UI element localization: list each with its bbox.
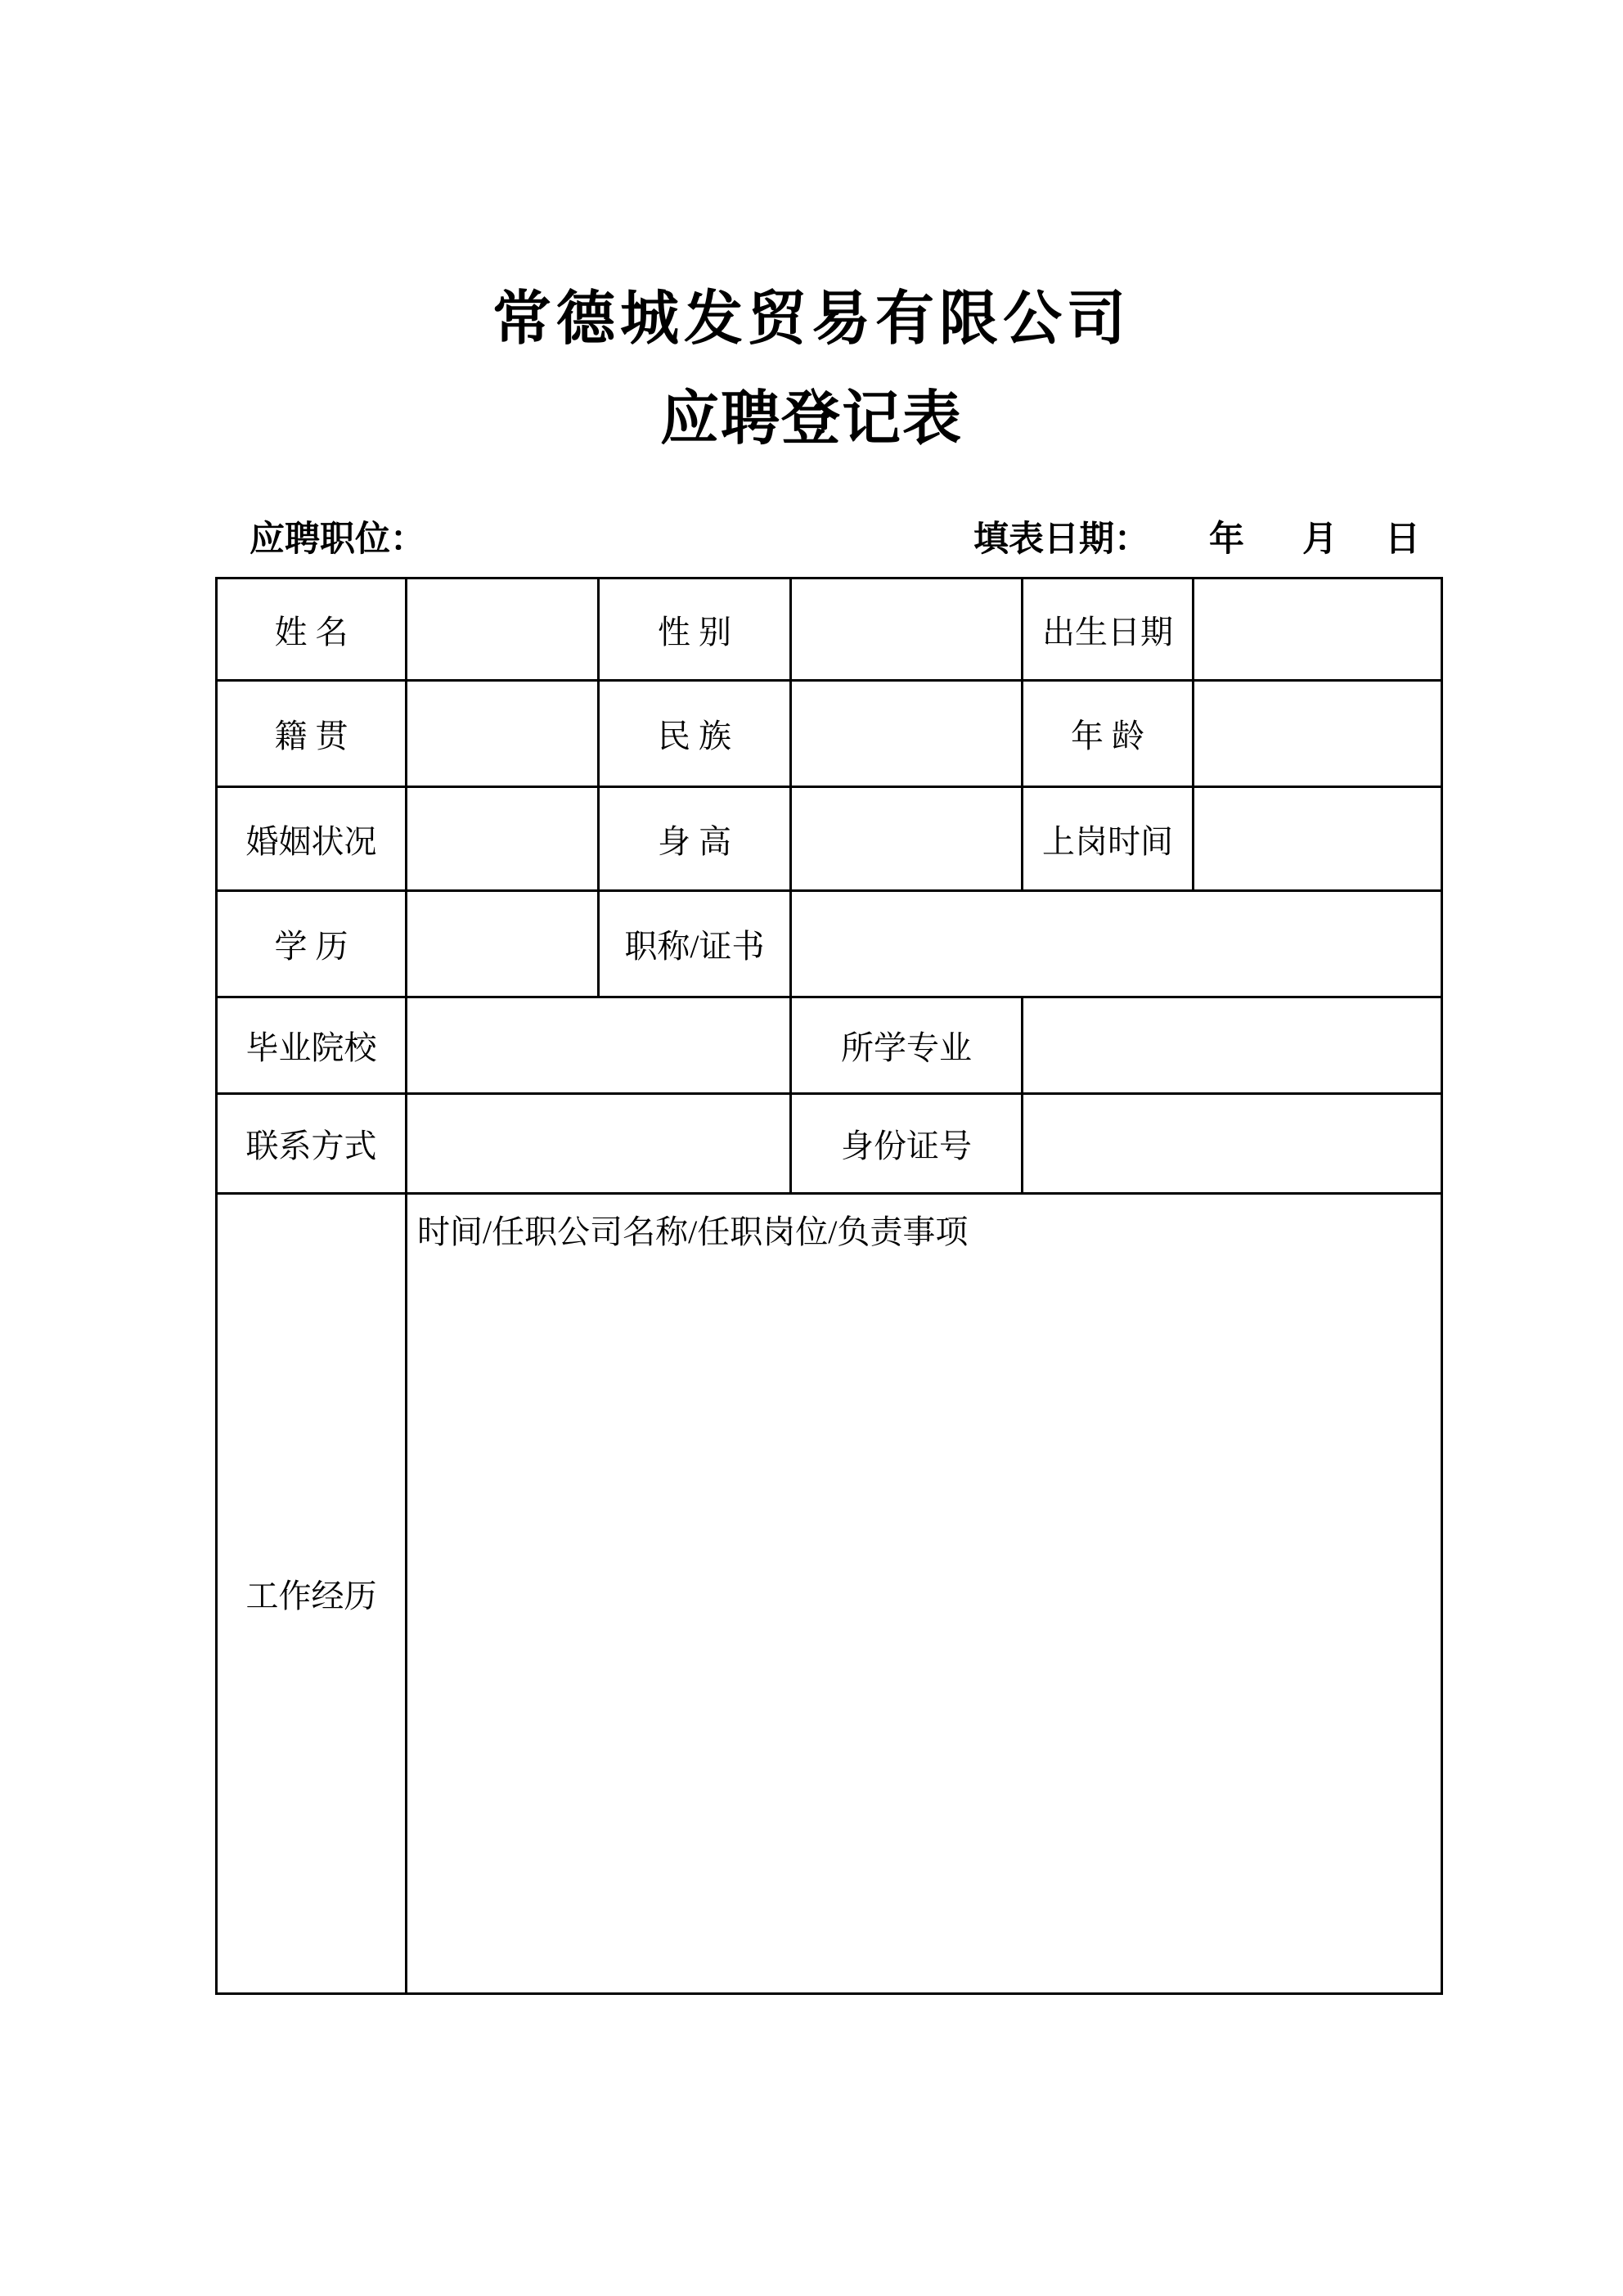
height-label: 身 高 (599, 787, 791, 891)
native-place-input-cell[interactable] (407, 681, 599, 787)
table-row (217, 579, 1442, 681)
company-title: 常德城发贸易有限公司 (492, 286, 1131, 352)
year-fill-area[interactable] (1145, 517, 1203, 560)
month-label: 月 (1302, 520, 1338, 559)
work-history-input-area[interactable] (407, 1194, 1442, 1994)
table-row (217, 1094, 1442, 1194)
year-label: 年 (1209, 520, 1244, 559)
position-fill-area[interactable] (409, 517, 916, 560)
start-date-label: 上岗时间 (1023, 787, 1194, 891)
id-number-label: 身份证号 (791, 1094, 1023, 1194)
education-label: 学 历 (217, 891, 407, 997)
contact-input-cell[interactable] (407, 1094, 791, 1194)
marital-status-input-cell[interactable] (407, 787, 599, 891)
table-row (217, 997, 1442, 1094)
table-row (217, 681, 1442, 787)
age-input-cell[interactable] (1194, 681, 1442, 787)
id-number-input-cell[interactable] (1023, 1094, 1442, 1194)
height-input-cell[interactable] (791, 787, 1023, 891)
age-label: 年 龄 (1023, 681, 1194, 787)
title-certificate-label: 职称/证书 (599, 891, 791, 997)
native-place-label: 籍 贯 (217, 681, 407, 787)
work-history-columns-hint: 时间/任职公司名称/任职岗位/负责事项 (417, 1213, 969, 1250)
ethnicity-input-cell[interactable] (791, 681, 1023, 787)
major-label: 所学专业 (791, 997, 1023, 1094)
birthdate-label: 出生日期 (1023, 579, 1194, 681)
form-title: 应聘登记表 (659, 386, 963, 452)
fill-date-label: 填表日期： (973, 520, 1149, 559)
table-row (217, 1194, 1442, 1994)
gender-input-cell[interactable] (791, 579, 1023, 681)
gender-label: 性 别 (599, 579, 791, 681)
graduate-school-label: 毕业院校 (217, 997, 407, 1094)
month-fill-area[interactable] (1247, 517, 1304, 560)
day-label: 日 (1385, 520, 1420, 559)
table-row (217, 787, 1442, 891)
start-date-input-cell[interactable] (1194, 787, 1442, 891)
form-header-row (0, 517, 1623, 563)
position-label: 应聘职位： (250, 520, 425, 559)
name-label: 姓 名 (217, 579, 407, 681)
marital-status-label: 婚姻状况 (217, 787, 407, 891)
education-input-cell[interactable] (407, 891, 599, 997)
table-row (217, 891, 1442, 997)
birthdate-input-cell[interactable] (1194, 579, 1442, 681)
ethnicity-label: 民 族 (599, 681, 791, 787)
registration-table (215, 577, 1443, 1995)
title-certificate-input-cell[interactable] (791, 891, 1442, 997)
major-input-cell[interactable] (1023, 997, 1442, 1094)
contact-label: 联系方式 (217, 1094, 407, 1194)
graduate-school-input-cell[interactable] (407, 997, 791, 1094)
name-input-cell[interactable] (407, 579, 599, 681)
work-history-label: 工作经历 (217, 1194, 407, 1994)
